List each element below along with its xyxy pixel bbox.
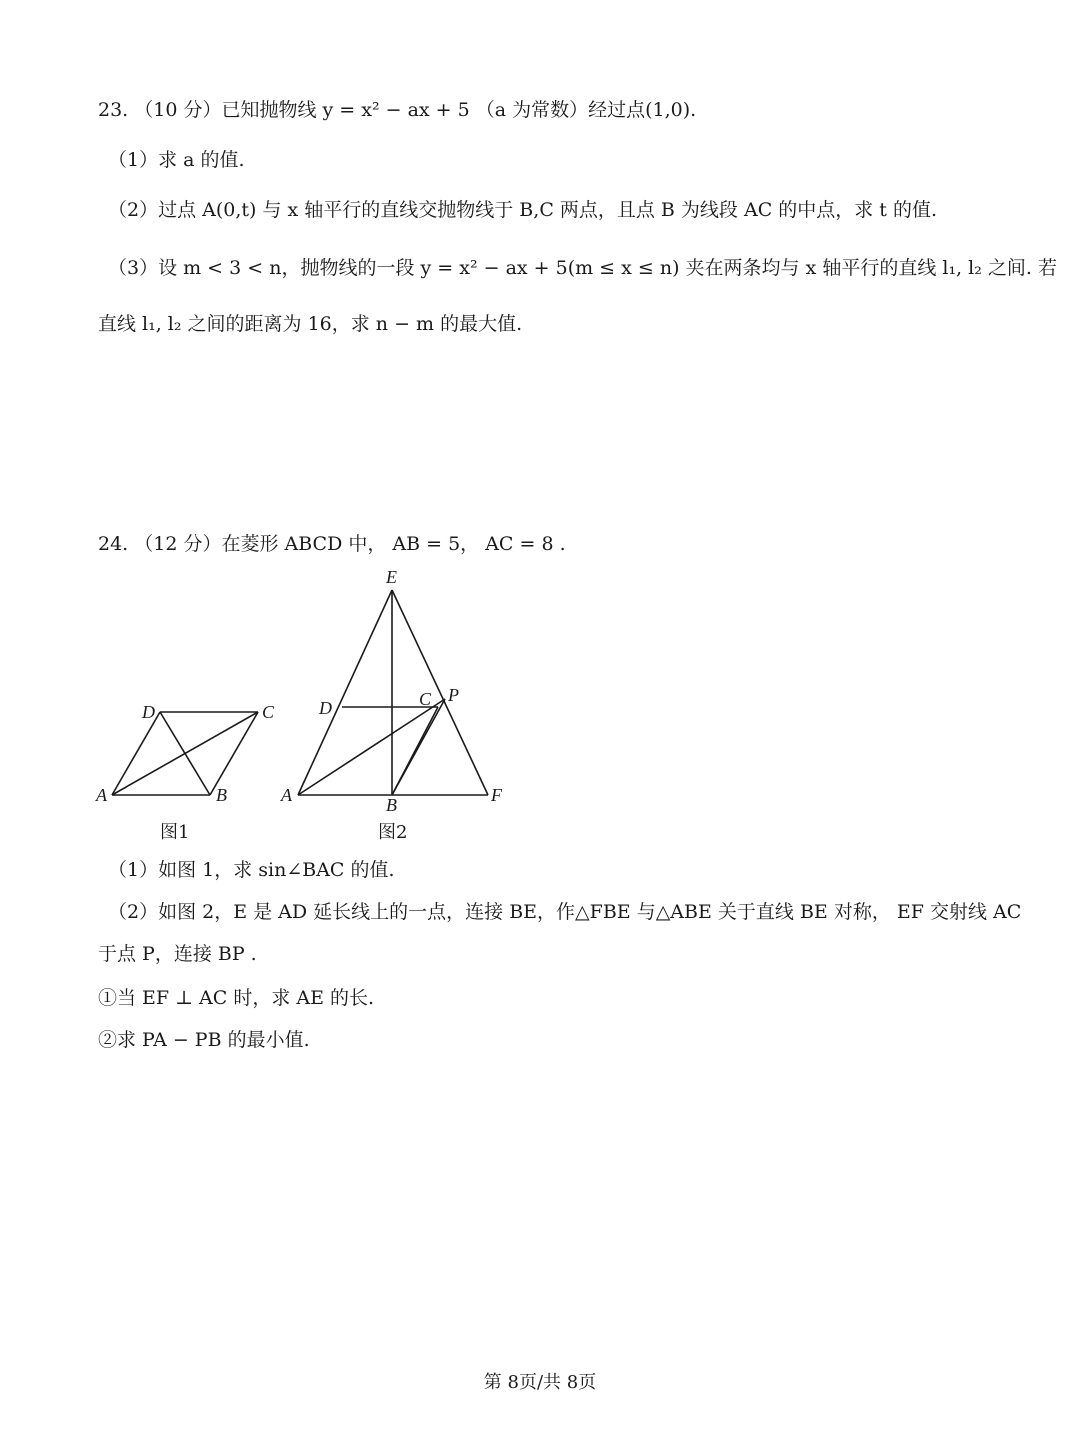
figure-2-construction <box>275 565 525 815</box>
fig2-line-EF <box>392 590 488 795</box>
page-number: 第 8页/共 8页 <box>483 1372 597 1393</box>
fig1-label-A: A <box>96 785 107 805</box>
fig2-label-C: C <box>419 689 432 709</box>
figure-1-rhombus <box>90 695 290 810</box>
fig2-label-F: F <box>491 785 502 805</box>
q24-part2-line2: 于点 P，连接 BP . <box>98 943 257 965</box>
fig1-diagonal-BD <box>160 712 210 795</box>
fig1-label-C: C <box>262 702 275 722</box>
fig1-label-D: D <box>142 702 155 722</box>
q24-item2: ②求 PA − PB 的最小值. <box>98 1029 310 1051</box>
q24-header: 24. （12 分）在菱形 ABCD 中， AB = 5， AC = 8 . <box>98 533 566 555</box>
q23-part2: （2）过点 A(0,t) 与 x 轴平行的直线交抛物线于 B,C 两点，且点 B 为线段 AC 的中点，求 t 的值. <box>108 199 938 221</box>
fig1-label-B: B <box>216 785 227 805</box>
q24-part2-line1: （2）如图 2，E 是 AD 延长线上的一点，连接 BE，作△FBE 与△ABE 关于直线 BE 对称， EF 交射线 AC <box>108 901 1022 923</box>
q23-part1: （1）求 a 的值. <box>108 149 245 171</box>
q24-item1: ①当 EF ⊥ AC 时，求 AE 的长. <box>98 987 375 1009</box>
fig2-label-E: E <box>386 567 397 587</box>
fig2-line-BP <box>392 699 445 795</box>
figure-2-caption: 图2 <box>378 822 408 843</box>
q23-part3-line1: （3）设 m < 3 < n，抛物线的一段 y = x² − ax + 5(m ≤ x ≤ n) 夹在两条均与 x 轴平行的直线 l₁, l₂ 之间. 若 <box>108 257 1057 279</box>
q23-header: 23. （10 分）已知抛物线 y = x² − ax + 5 （a 为常数）经过点(1,0). <box>98 99 697 121</box>
fig2-label-A: A <box>281 785 292 805</box>
fig1-side-AD <box>112 712 160 795</box>
fig2-label-P: P <box>448 685 459 705</box>
q23-part3-line2: 直线 l₁, l₂ 之间的距离为 16，求 n − m 的最大值. <box>98 313 523 335</box>
fig2-label-D: D <box>319 698 332 718</box>
q24-part1: （1）如图 1，求 sin∠BAC 的值. <box>108 859 395 881</box>
fig1-side-BC <box>210 712 258 795</box>
fig2-label-B: B <box>386 795 397 815</box>
figure-1-caption: 图1 <box>160 822 190 843</box>
